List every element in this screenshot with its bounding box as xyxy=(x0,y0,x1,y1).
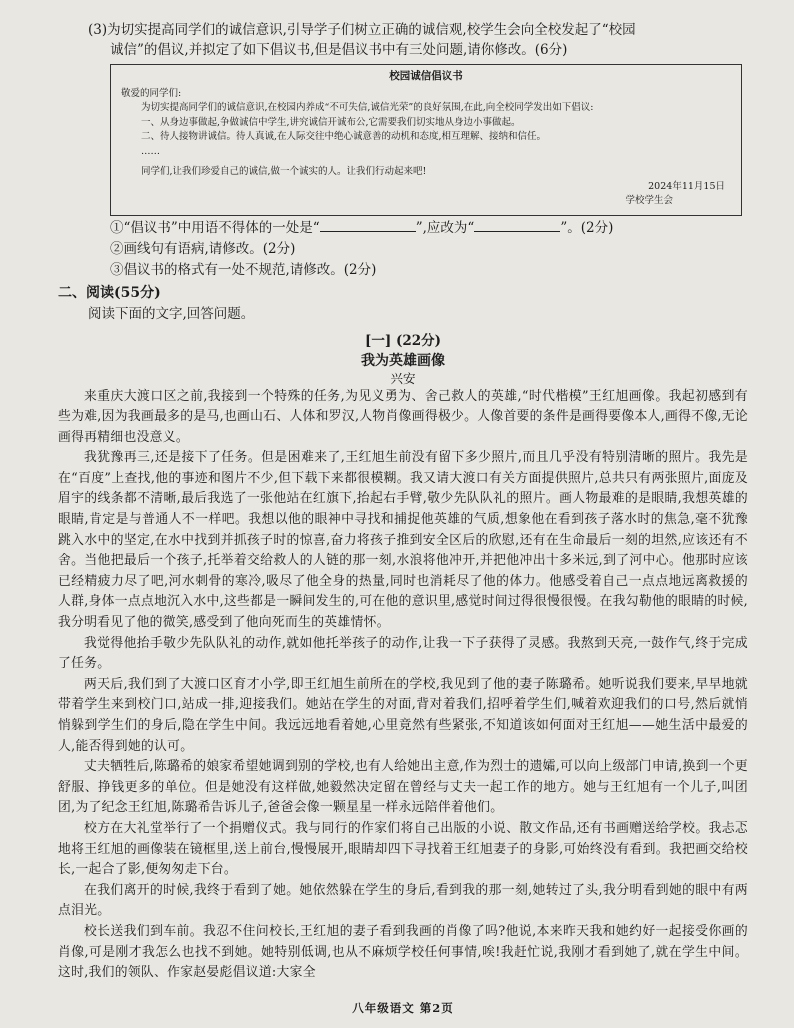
subquestion-1-text-c: ”。(2分) xyxy=(560,219,614,236)
question-3-line2: 诚信”的倡议,并拟定了如下倡议书,但是倡议书中有三处问题,请你修改。(6分) xyxy=(110,42,568,58)
passage-paragraph: 校长送我们到车前。我忍不住问校长,王红旭的妻子看到我画的肖像了吗?他说,本来昨天我和她约好一起接受你画的肖像,可是刚才我怎么也找不到她。她特别低调,也从不麻烦学校任何事情,唉!我赶忙说,我刚才看到她了,就在学生中间。这时,我们的领队、作家赵晏彪倡议道:大家全 xyxy=(58,923,748,981)
passage-title: 我为英雄画像 xyxy=(361,352,445,369)
letter-ellipsis: …… xyxy=(141,145,160,157)
answer-blank-2[interactable] xyxy=(474,219,560,232)
passage-paragraph: 校方在大礼堂举行了一个捐赠仪式。我与同行的作家们将自己出版的小说、散文作品,还有书画赠送给学校。我忐忑地将王红旭的画像装在镜框里,送上前台,慢慢展开,眼睛却四下寻找着王红旭妻子的身影,可始终没有看到。我把画交给校长,一起合了影,便匆匆走下台。 xyxy=(58,820,748,878)
section-2-instruction: 阅读下面的文字,回答问题。 xyxy=(88,305,255,322)
page-footer: 八年级语文 第2页 xyxy=(352,1001,454,1015)
subquestion-1 xyxy=(110,218,748,239)
proposal-letter-box xyxy=(110,64,742,216)
passage-author: 兴安 xyxy=(390,370,416,386)
letter-signer: 学校学生会 xyxy=(625,195,673,206)
letter-title: 校园诚信倡议书 xyxy=(389,70,463,82)
answer-blank-1[interactable] xyxy=(320,219,416,232)
question-3 xyxy=(88,20,748,60)
exam-page xyxy=(58,20,748,1020)
passage-paragraph: 丈夫牺牲后,陈璐希的娘家希望她调到别的学校,也有人给她出主意,作为烈士的遗孀,可以向上级部门申请,换到一个更舒服、挣钱更多的单位。但是她没有这样做,她毅然决定留在曾经与丈夫一起工作的地方。她与王红旭有一个儿子,叫团团,为了纪念王红旭,陈璐希告诉儿子,爸爸会像一颗星星一样永远陪伴着他们。 xyxy=(58,759,748,816)
passage-body xyxy=(58,387,748,984)
letter-date: 2024年11月15日 xyxy=(648,180,725,192)
passage-paragraph: 两天后,我们到了大渡口区育才小学,即王红旭生前所在的学校,我见到了他的妻子陈璐希。她听说我们要来,早早地就带着学生来到校门口,站成一排,迎接我们。她站在学生的对面,背对着我们,招呼着学生们,喊着欢迎我们的口号,然后就悄悄躲到学生们的身后,隐在学生中间。我远远地看着她,心里竟然有些紧张,不知道该如何面对王红旭——她生活中最爱的人,能否得到她的认可。 xyxy=(58,676,748,754)
section-2-title: 二、阅读(55分) xyxy=(58,284,161,301)
letter-body: 为切实提高同学们的诚信意识,在校园内养成“不可失信,诚信光荣”的良好氛围,在此,向全校同学发出如下倡议: xyxy=(141,102,594,113)
subquestion-1-text-b: ”,应改为“ xyxy=(415,219,475,236)
passage-paragraph: 来重庆大渡口区之前,我接到一个特殊的任务,为见义勇为、舍己救人的英雄,“时代楷模”王红旭画像。我起初感到有些为难,因为我画最多的是马,也画山石、人体和罗汉,人物肖像画得极少。人像首要的条件是画得要像本人,画得不像,无论画得再精细也没意义。 xyxy=(58,388,748,445)
passage-paragraph: 在我们离开的时候,我终于看到了她。她依然躲在学生的身后,看到我的那一刻,她转过了头,我分明看到她的眼中有两点泪光。 xyxy=(58,882,748,919)
letter-item-1: 一、从身边事做起,争做诚信中学生,讲究诚信开诚布公,它需要我们切实地从身边小事做起。 xyxy=(141,116,521,128)
passage-part-label: [一] (22分) xyxy=(364,332,442,349)
letter-item-2: 二、待人接物讲诚信。待人真诚,在人际交往中绝心诚意善的动机和态度,相互理解、接纳和信任。 xyxy=(141,131,547,142)
subquestion-2: ②画线句有语病,请修改。(2分) xyxy=(110,240,296,257)
subquestion-1-text-a: ①“倡议书”中用语不得体的一处是“ xyxy=(110,219,320,236)
question-3-line1: (3)为切实提高同学们的诚信意识,引导学子们树立正确的诚信观,校学生会向全校发起了“校园 xyxy=(88,22,636,38)
letter-closing: 同学们,让我们珍爱自己的诚信,做一个诚实的人。让我们行动起来吧! xyxy=(141,166,427,177)
subquestion-3: ③倡议书的格式有一处不规范,请修改。(2分) xyxy=(110,261,377,278)
letter-greeting: 敬爱的同学们: xyxy=(121,87,182,99)
passage-paragraph: 我犹豫再三,还是接下了任务。但是困难来了,王红旭生前没有留下多少照片,而且几乎没有特别清晰的照片。我先是在“百度”上查找,他的事迹和图片不少,但下载下来都很模糊。我又请大渡口有关方面提供照片,总共只有两张照片,面庞及眉宇的线条都不清晰,最后我选了一张他站在红旗下,抬起右手臂,敬少先队队礼的照片。画人物最难的是眼睛,我想英雄的眼睛,肯定是与普通人不一样吧。我想以他的眼神中寻找和捕捉他英雄的气质,想象他在看到孩子落水时的焦急,毫不犹豫跳入水中的坚定,在水中找到并抓孩子时的惊喜,奋力将孩子推到安全区后的欣慰,还有在生命最后一刻的坦然,应该还有不舍。当他把最后一个孩子,托举着交给救人的人链的那一刻,水浪将他冲开,并把他冲出十多米远,到了河中心。他那时应该已经精疲力尽了吧,河水刺骨的寒冷,吸尽了他全身的热量,同时也消耗尽了他的体力。他感受着自己一点点地远离救援的人群,身体一点点地沉入水中,这些都是一瞬间发生的,可在他的意识里,感觉时间过得很慢很慢。在我勾勒他的眼睛的时候,我分明看见了他的微笑,感受到了他向死而生的英雄情怀。 xyxy=(58,450,748,631)
passage-paragraph: 我觉得他抬手敬少先队队礼的动作,就如他托举孩子的动作,让我一下子获得了灵感。我熬到天亮,一鼓作气,终于完成了任务。 xyxy=(58,635,748,672)
